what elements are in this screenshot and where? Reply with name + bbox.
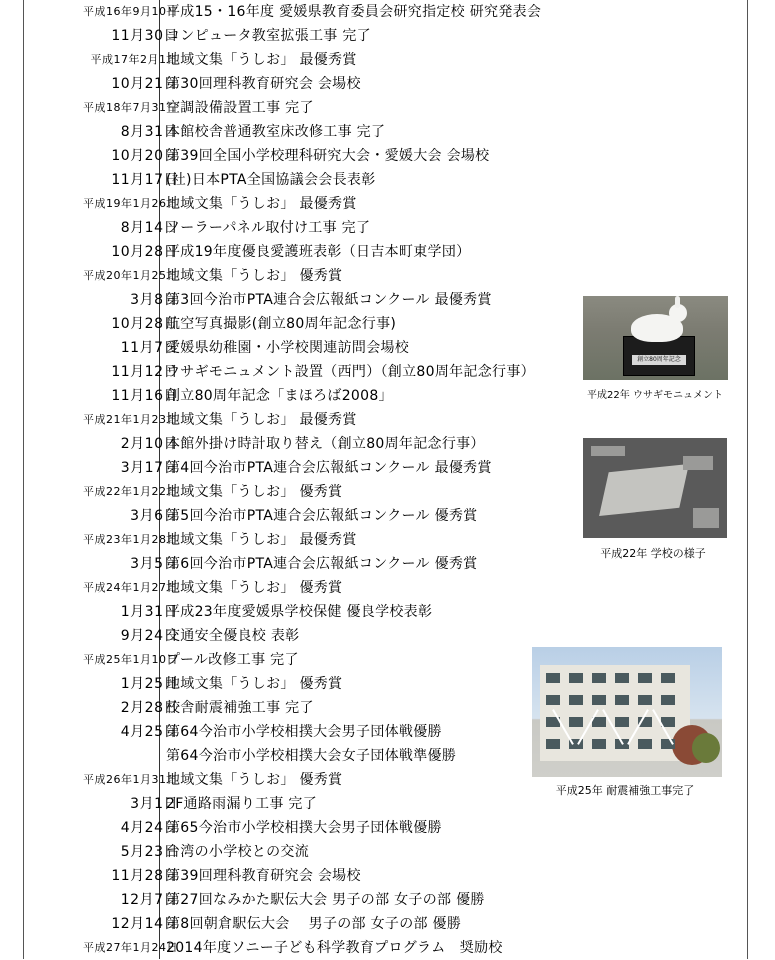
aerial-building <box>591 446 625 456</box>
timeline-event: 創立80周年記念「まほろば2008」 <box>166 388 393 404</box>
timeline-date: 平成18年7月31日 <box>83 101 178 114</box>
building-window <box>546 739 560 749</box>
timeline-date: 11月30日 <box>111 28 178 44</box>
timeline-event: 第39回理科教育研究会 会場校 <box>166 868 361 884</box>
timeline-row <box>23 624 748 648</box>
timeline-date: 2月10日 <box>120 436 178 452</box>
timeline-date: 平成17年2月1日 <box>90 53 178 66</box>
seismic-retrofit-photo <box>532 647 722 777</box>
timeline-date: 11月12日 <box>111 364 178 380</box>
building-window <box>592 739 606 749</box>
timeline-event: 愛媛県幼稚園・小学校関連訪問会場校 <box>166 340 410 356</box>
timeline-event: 地域文集「うしお」 最優秀賞 <box>166 412 357 428</box>
timeline-event: 平成23年度愛媛県学校保健 優良学校表彰 <box>166 604 433 620</box>
timeline-event: 第5回今治市PTA連合会広報紙コンクール 優秀賞 <box>166 508 478 524</box>
timeline-row <box>23 96 748 120</box>
timeline-event: 地域文集「うしお」 最優秀賞 <box>166 52 357 68</box>
building-window <box>592 717 606 727</box>
building-window <box>546 673 560 683</box>
timeline-date: 平成25年1月10日 <box>83 653 178 666</box>
timeline-event: 第3回今治市PTA連合会広報紙コンクール 最優秀賞 <box>166 292 492 308</box>
timeline-row <box>23 264 748 288</box>
tree <box>692 733 720 763</box>
timeline-row <box>23 936 748 960</box>
timeline-date: 2月28日 <box>120 700 178 716</box>
timeline-event: 地域文集「うしお」 優秀賞 <box>166 268 343 284</box>
timeline-row <box>23 120 748 144</box>
building-window <box>661 695 675 705</box>
timeline-event: 交通安全優良校 表彰 <box>166 628 300 644</box>
timeline-event: 地域文集「うしお」 優秀賞 <box>166 772 343 788</box>
timeline-event: 第4回今治市PTA連合会広報紙コンクール 最優秀賞 <box>166 460 492 476</box>
timeline-row <box>23 24 748 48</box>
timeline-event: 校舎耐震補強工事 完了 <box>166 700 314 716</box>
timeline-date: 4月25日 <box>120 724 178 740</box>
timeline-row <box>23 864 748 888</box>
building-window <box>661 673 675 683</box>
timeline-event: 航空写真撮影(創立80周年記念行事) <box>166 316 397 332</box>
timeline-date: 3月1日 <box>130 796 178 812</box>
timeline-row <box>23 144 748 168</box>
aerial-building <box>683 456 713 470</box>
timeline-date: 11月16日 <box>111 388 178 404</box>
timeline-event: 台湾の小学校との交流 <box>166 844 309 860</box>
timeline-date: 平成27年1月24日 <box>83 941 178 954</box>
timeline-event: 平成19年度優良愛護班表彰（日吉本町東学団） <box>166 244 471 260</box>
timeline-date: 9月24日 <box>120 628 178 644</box>
timeline-event: 第65今治市小学校相撲大会男子団体戦優勝 <box>166 820 442 836</box>
timeline-event: (社)日本PTA全国協議会会長表彰 <box>166 172 376 188</box>
timeline-date: 1月31日 <box>120 604 178 620</box>
timeline-row <box>23 816 748 840</box>
timeline-row <box>23 408 748 432</box>
building-window <box>569 695 583 705</box>
timeline-date: 平成16年9月10日 <box>83 5 178 18</box>
timeline-event: 第30回理科教育研究会 会場校 <box>166 76 361 92</box>
timeline-event: 地域文集「うしお」 最優秀賞 <box>166 532 357 548</box>
timeline-event: ソーラーパネル取付け工事 完了 <box>166 220 371 236</box>
rabbit-sculpture-ear <box>675 296 680 308</box>
building-window <box>592 673 606 683</box>
timeline-date: 平成21年1月23日 <box>83 413 178 426</box>
timeline-row <box>23 216 748 240</box>
monument-pedestal <box>623 336 695 376</box>
timeline-event: 地域文集「うしお」 優秀賞 <box>166 484 343 500</box>
timeline-date: 10月21日 <box>111 76 178 92</box>
building-window <box>569 717 583 727</box>
building-window <box>592 695 606 705</box>
timeline-event: 地域文集「うしお」 優秀賞 <box>166 580 343 596</box>
timeline-event: 2014年度ソニー子ども科学教育プログラム 奨励校 <box>166 940 503 956</box>
schoolyard-field <box>599 464 689 516</box>
aerial-building <box>693 508 719 528</box>
timeline-event: 第27回なみかた駅伝大会 男子の部 女子の部 優勝 <box>166 892 485 908</box>
rabbit-monument-caption: 平成22年 ウサギモニュメント <box>587 390 723 401</box>
timeline-date: 平成19年1月26日 <box>83 197 178 210</box>
timeline-date: 平成24年1月27日 <box>83 581 178 594</box>
timeline-row <box>23 912 748 936</box>
timeline-row <box>23 600 748 624</box>
timeline-date: 12月14日 <box>111 916 178 932</box>
timeline-event: コンピュータ教室拡張工事 完了 <box>166 28 371 44</box>
timeline-date: 10月20日 <box>111 148 178 164</box>
timeline-date: 4月24日 <box>120 820 178 836</box>
timeline-event: 本館校舎普通教室床改修工事 完了 <box>166 124 386 140</box>
timeline-date: 8月31日 <box>120 124 178 140</box>
timeline-event: 平成15・16年度 愛媛県教育委員会研究指定校 研究発表会 <box>166 4 542 20</box>
timeline-event: 地域文集「うしお」 優秀賞 <box>166 676 343 692</box>
timeline-row <box>23 576 748 600</box>
timeline-event: 本館外掛け時計取り替え（創立80周年記念行事） <box>166 436 485 452</box>
building-window <box>615 695 629 705</box>
timeline-event: 第64今治市小学校相撲大会女子団体戦準優勝 <box>166 748 457 764</box>
aerial-school-caption: 平成22年 学校の様子 <box>600 547 706 560</box>
building-window <box>615 673 629 683</box>
timeline-date: 平成20年1月25日 <box>83 269 178 282</box>
timeline-row <box>23 72 748 96</box>
timeline-date: 12月7日 <box>120 892 178 908</box>
timeline-event: 空調設備設置工事 完了 <box>166 100 314 116</box>
timeline-event: 第6回今治市PTA連合会広報紙コンクール 優秀賞 <box>166 556 478 572</box>
timeline-row <box>23 888 748 912</box>
timeline-row <box>23 168 748 192</box>
timeline-date: 3月6日 <box>130 508 178 524</box>
building-window <box>546 695 560 705</box>
timeline-event: 地域文集「うしお」 最優秀賞 <box>166 196 357 212</box>
timeline-date: 11月28日 <box>111 868 178 884</box>
timeline-date: 平成23年1月28日 <box>83 533 178 546</box>
aerial-school-photo <box>583 438 727 538</box>
timeline-row <box>23 192 748 216</box>
building-window <box>569 673 583 683</box>
timeline-date: 11月7日 <box>120 340 178 356</box>
timeline-date: 8月14日 <box>120 220 178 236</box>
seismic-retrofit-caption: 平成25年 耐震補強工事完了 <box>555 784 695 797</box>
timeline-date: 10月28日 <box>111 316 178 332</box>
timeline-date: 11月17日 <box>111 172 178 188</box>
building-window <box>638 695 652 705</box>
timeline-row <box>23 0 748 24</box>
building-window <box>615 717 629 727</box>
timeline-date: 3月8日 <box>130 292 178 308</box>
timeline-date: 3月17日 <box>120 460 178 476</box>
timeline-date: 平成26年1月31日 <box>83 773 178 786</box>
timeline-row <box>23 840 748 864</box>
timeline-date: 10月28日 <box>111 244 178 260</box>
timeline-date: 平成22年1月22日 <box>83 485 178 498</box>
timeline-event: ウサギモニュメント設置（西門）（創立80周年記念行事） <box>166 364 535 380</box>
timeline-row <box>23 48 748 72</box>
timeline-date: 5月23日 <box>120 844 178 860</box>
timeline-event: 2F通路雨漏り工事 完了 <box>166 796 318 812</box>
timeline-event: 第39回全国小学校理科研究大会・愛媛大会 会場校 <box>166 148 490 164</box>
building-window <box>638 739 652 749</box>
timeline-event: プール改修工事 完了 <box>166 652 299 668</box>
timeline-date: 1月25日 <box>120 676 178 692</box>
timeline-date: 3月5日 <box>130 556 178 572</box>
timeline-event: 第8回朝倉駅伝大会 男子の部 女子の部 優勝 <box>166 916 462 932</box>
rabbit-monument-photo <box>583 296 728 380</box>
timeline-event: 第64今治市小学校相撲大会男子団体戦優勝 <box>166 724 442 740</box>
timeline-row <box>23 240 748 264</box>
monument-plaque: 創立80周年記念 <box>632 355 686 365</box>
building-window <box>638 673 652 683</box>
